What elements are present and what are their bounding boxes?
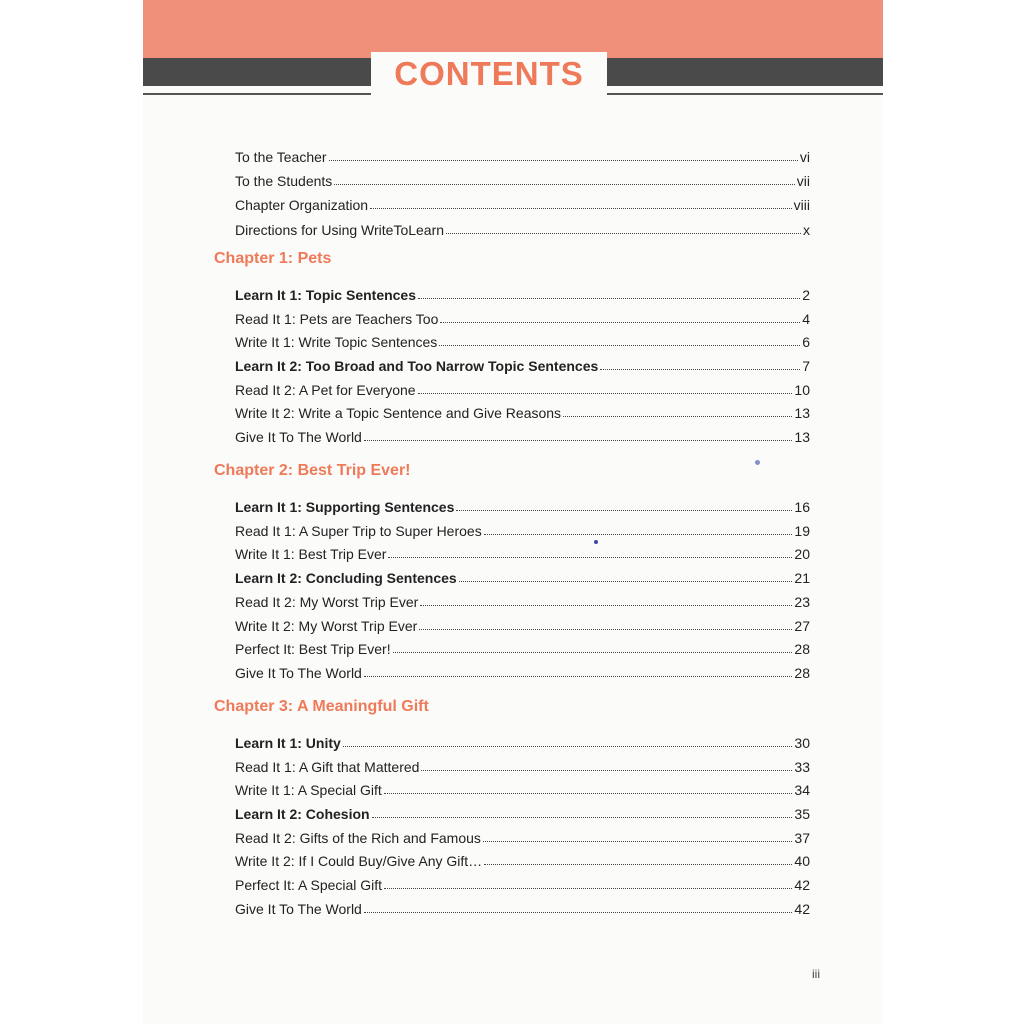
dot-leader (563, 416, 792, 417)
toc-entry-label: Read It 1: A Gift that Mattered (235, 759, 420, 775)
toc-entry-label: Read It 2: Gifts of the Rich and Famous (235, 830, 481, 846)
toc-entry-label: To the Teacher (235, 149, 327, 165)
dot-leader (372, 817, 793, 818)
ink-speck (594, 540, 598, 544)
dot-leader (446, 233, 801, 234)
toc-entry-page: 40 (794, 853, 810, 869)
chapter-heading: Chapter 3: A Meaningful Gift (214, 698, 429, 715)
toc-entry (235, 566, 810, 586)
toc-entry (235, 193, 810, 213)
dot-leader (364, 440, 793, 441)
toc-entry-label: To the Students (235, 173, 333, 189)
toc-entry (235, 307, 810, 327)
toc-entry-page: vii (796, 173, 810, 189)
header-color-band (143, 0, 883, 58)
dot-leader (364, 676, 793, 677)
dot-leader (393, 652, 793, 653)
dot-leader (439, 345, 800, 346)
toc-entry-page: 34 (794, 782, 810, 798)
toc-entry-page: 35 (794, 806, 810, 822)
toc-entry-page: 23 (794, 594, 810, 610)
page-title: CONTENTS (371, 52, 607, 96)
toc-entry-label: Read It 1: Pets are Teachers Too (235, 311, 439, 327)
toc-entry (235, 590, 810, 610)
toc-entry (235, 826, 810, 846)
toc-entry (235, 637, 810, 657)
dot-leader (384, 888, 792, 889)
dot-leader (484, 534, 793, 535)
dot-leader (483, 841, 793, 842)
toc-entry (235, 849, 810, 869)
toc-entry-page: x (803, 222, 810, 238)
toc-entry-page: 42 (794, 877, 810, 893)
toc-entry-label: Directions for Using WriteToLearn (235, 222, 445, 238)
toc-entry (235, 425, 810, 445)
toc-entry-label: Perfect It: Best Trip Ever! (235, 641, 391, 657)
toc-entry-label: Read It 2: My Worst Trip Ever (235, 594, 419, 610)
toc-entry (235, 755, 810, 775)
toc-entry-label: Perfect It: A Special Gift (235, 877, 383, 893)
dot-leader (420, 605, 792, 606)
toc-entry-label: Learn It 2: Concluding Sentences (235, 570, 457, 586)
dot-leader (343, 746, 793, 747)
toc-entry-page: 19 (794, 523, 810, 539)
toc-entry-label: Learn It 1: Unity (235, 735, 341, 751)
toc-entry-page: 37 (794, 830, 810, 846)
toc-entry (235, 731, 810, 751)
chapter-heading: Chapter 1: Pets (214, 250, 332, 267)
dot-leader (370, 208, 792, 209)
toc-entry-label: Learn It 1: Topic Sentences (235, 287, 417, 303)
toc-entry (235, 169, 810, 189)
toc-entry (235, 330, 810, 350)
toc-entry-page: 33 (794, 759, 810, 775)
dot-leader (456, 510, 792, 511)
toc-entry (235, 218, 810, 238)
toc-entry (235, 495, 810, 515)
toc-entry-page: 42 (794, 901, 810, 917)
dot-leader (388, 557, 792, 558)
header-bar-right (607, 58, 883, 86)
page-margin (0, 0, 143, 1024)
toc-entry-page: 10 (794, 382, 810, 398)
toc-entry-page: 7 (802, 358, 810, 374)
dot-leader (440, 322, 800, 323)
toc-entry-label: Write It 2: My Worst Trip Ever (235, 618, 418, 634)
toc-entry-page: 28 (794, 665, 810, 681)
toc-entry (235, 661, 810, 681)
toc-entry (235, 283, 810, 303)
toc-entry (235, 542, 810, 562)
toc-entry (235, 519, 810, 539)
chapter-heading: Chapter 2: Best Trip Ever! (214, 462, 411, 479)
toc-entry (235, 401, 810, 421)
toc-entry-page: 21 (794, 570, 810, 586)
toc-entry (235, 778, 810, 798)
toc-entry (235, 802, 810, 822)
dot-leader (418, 298, 800, 299)
toc-entry-page: 2 (802, 287, 810, 303)
toc-entry-label: Write It 1: Best Trip Ever (235, 546, 387, 562)
dot-leader (364, 912, 793, 913)
toc-entry-page: vi (799, 149, 810, 165)
toc-entry (235, 354, 810, 374)
toc-entry-label: Write It 1: A Special Gift (235, 782, 382, 798)
toc-entry-page: 27 (794, 618, 810, 634)
toc-entry (235, 873, 810, 893)
dot-leader (418, 393, 793, 394)
toc-entry-page: 16 (794, 499, 810, 515)
toc-entry-label: Learn It 2: Too Broad and Too Narrow Topic Sentences (235, 358, 599, 374)
toc-entry-label: Write It 2: If I Could Buy/Give Any Gift… (235, 853, 483, 869)
toc-entry-page: viii (793, 197, 810, 213)
toc-entry-label: Learn It 1: Supporting Sentences (235, 499, 455, 515)
dot-leader (600, 369, 800, 370)
header-bar-left (143, 58, 371, 86)
toc-entry-page: 13 (794, 429, 810, 445)
page-number: iii (812, 967, 820, 981)
toc-entry-label: Chapter Organization (235, 197, 369, 213)
toc-entry-page: 6 (802, 334, 810, 350)
toc-entry-label: Read It 2: A Pet for Everyone (235, 382, 416, 398)
toc-entry (235, 614, 810, 634)
dot-leader (334, 184, 794, 185)
toc-entry-page: 4 (802, 311, 810, 327)
dot-leader (421, 770, 792, 771)
toc-entry-label: Read It 1: A Super Trip to Super Heroes (235, 523, 482, 539)
dot-leader (329, 160, 798, 161)
toc-entry-page: 13 (794, 405, 810, 421)
toc-entry-label: Give It To The World (235, 901, 362, 917)
toc-entry-label: Give It To The World (235, 665, 362, 681)
toc-entry-page: 30 (794, 735, 810, 751)
dot-leader (419, 629, 792, 630)
ink-speck (755, 460, 760, 465)
dot-leader (459, 581, 793, 582)
toc-entry-label: Give It To The World (235, 429, 362, 445)
toc-entry-page: 28 (794, 641, 810, 657)
toc-entry-page: 20 (794, 546, 810, 562)
toc-entry-label: Write It 1: Write Topic Sentences (235, 334, 438, 350)
toc-entry (235, 145, 810, 165)
toc-entry-label: Learn It 2: Cohesion (235, 806, 370, 822)
dot-leader (484, 864, 792, 865)
toc-entry (235, 378, 810, 398)
toc-entry-label: Write It 2: Write a Topic Sentence and Give Reasons (235, 405, 562, 421)
toc-entry (235, 897, 810, 917)
dot-leader (384, 793, 793, 794)
